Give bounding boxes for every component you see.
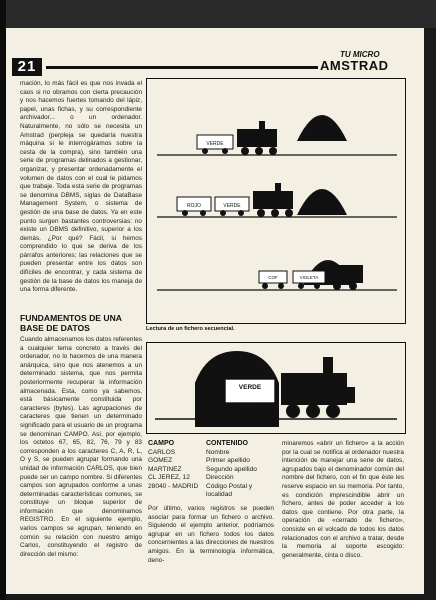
body-paragraph-2: Por último, varios registros se pueden asociar para formar un fichero o archivo. Siguiendo el ejemplo anterior, podríamos agrupar en un fichero todos los datos concernientes a las direcciones de nuestros amigos. En la terminología informática, deno- bbox=[148, 505, 274, 564]
table-campo-column bbox=[148, 449, 206, 491]
campo-value: 28040 - MADRID bbox=[148, 482, 199, 490]
contenido-value: Dirección bbox=[206, 474, 234, 482]
train-row-2 bbox=[157, 183, 397, 217]
magazine-name: TU MICRO bbox=[340, 50, 380, 59]
campo-value: GOMEZ bbox=[148, 457, 173, 465]
figure-sequential-file bbox=[146, 78, 406, 324]
figure-record-train bbox=[146, 342, 406, 434]
large-wagon bbox=[225, 379, 275, 403]
contenido-value: Código Postal y localidad bbox=[206, 482, 253, 499]
tunnel-2 bbox=[297, 189, 347, 215]
contenido-value: Primer apellido bbox=[206, 457, 250, 465]
train-row-1 bbox=[157, 115, 397, 155]
header-rule bbox=[46, 66, 318, 69]
large-wagon-label: VERDE bbox=[238, 384, 262, 391]
locomotive-2 bbox=[253, 191, 293, 209]
column-2-body bbox=[148, 505, 274, 587]
contenido-value: Nombre bbox=[206, 449, 230, 456]
large-locomotive bbox=[281, 373, 347, 405]
contenido-value: Segundo apellido bbox=[206, 465, 257, 473]
table-header-contenido: CONTENIDO bbox=[206, 440, 248, 447]
large-train-illustration bbox=[147, 343, 405, 433]
scan-top-strip bbox=[6, 0, 436, 28]
column-1-intro bbox=[20, 80, 142, 312]
train-illustration bbox=[147, 79, 405, 323]
campo-value: CL JEREZ, 12 bbox=[148, 474, 190, 482]
table-header-campo: CAMPO bbox=[148, 440, 175, 447]
figure-caption: Lectura de un fichero secuencial. bbox=[146, 326, 235, 332]
intro-paragraph: mación, lo más fácil es que nos invada el caos si no obramos con cierta precaución y nos hacemos fuertes tomando del lápiz, papel, unas fichas, y su correspondiente archivador... o un ordenador. Naturalmente, no sólo se necesita un Amstrad (perpleja se quedaría nuestra máquina si le interrogáramos sobre la cesta de la compra), sino también una serie de programas detinados a gestionar, organizar, y presentar ordenadamente el volumen de datos con el cual le pidamos que trabaje. Toda esta serie de programas se denomina DBMS, siglas de DataBase Management System, o sistema de gestión de una base de datos. Ya en este punto surgen bastantes controversias: no existe un DBMS definitivo, superior a los demás. ¿Por qué? Fácil, si hemos comprendido lo que se deriva de los párrafos anteriores; las relaciones que se pueden presentar entre los datos son difíciles de encontrar, y cada sistema de gestión de la base de datos los maneja de una forma diferente. bbox=[20, 80, 142, 294]
section-title: AMSTRAD bbox=[320, 58, 389, 73]
tunnel-1 bbox=[297, 115, 347, 141]
column-3-body bbox=[282, 440, 404, 588]
column-1-body bbox=[20, 336, 142, 586]
locomotive-1 bbox=[237, 129, 277, 147]
body-paragraph-3: minaremos «abrir un fichero» a la acción por la cual se notifica al ordenador nuestra intención de manejar una serie de datos, agrupados bajo el denominador común del nombre del fichero, con el fin que éste les reserve espacio en su memoria. Por tanto, es condición imprescindible abrir un fichero, antes de poder acceder a los datos que contiene. Por otra parte, la operación de «cerrado de fichero», consiste en el volcado de todos los datos relacionados con el archivo a tratar, desde la memoria al soporte escogido: generalmente, cinta o disco. bbox=[282, 440, 404, 559]
wagon-label-3: VERDE bbox=[223, 203, 241, 209]
wagon-label-2: ROJO bbox=[187, 203, 201, 209]
train-row-3 bbox=[157, 260, 397, 290]
table-contenido-column bbox=[206, 449, 274, 499]
wagon-label-5: VIOLETA bbox=[299, 275, 319, 280]
section-heading: FUNDAMENTOS DE UNA BASE DE DATOS bbox=[20, 313, 122, 333]
wagon-label-4: COF bbox=[268, 275, 278, 280]
body-paragraph: Cuando almacenamos los datos referentes a cualquier tema concreto a través del ordenador, no lo hacemos de una manera anárquica, sino que nos atenemos a un determinado sistema, que nos permita posteriormente recuperar la información almacenada. Esta, como ya sabemos, está básicamente constituida por caracteres (bytes). Las agrupaciones de caracteres que tienen un determinado significado para el usuario de un programa se denominan CAMPO. Así, por ejemplo, los octetos 67, 65, 82, 76, 79 y 83 corresponden a los caracteres C, A, R, L, O y S, se pueden agrupar formando una unidad de información CARLOS, que bien puede ser un campo nombre. Si diferentes campos son agrupados conforme a unas determinadas características comunes, se constituye un bloque superior de información que denominamos REGISTRO. En el siguiente ejemplo, varios campos se agrupan, teniendo en común su relación con nuestro amigo Carlos, constituyendo el registro de dirección del mismo: bbox=[20, 336, 142, 558]
locomotive-3 bbox=[329, 265, 363, 283]
wagon-label-1: VERDE bbox=[206, 141, 224, 147]
campo-value: CARLOS bbox=[148, 449, 176, 456]
page-number: 21 bbox=[12, 58, 42, 76]
campo-value: MARTINEZ bbox=[148, 465, 182, 473]
